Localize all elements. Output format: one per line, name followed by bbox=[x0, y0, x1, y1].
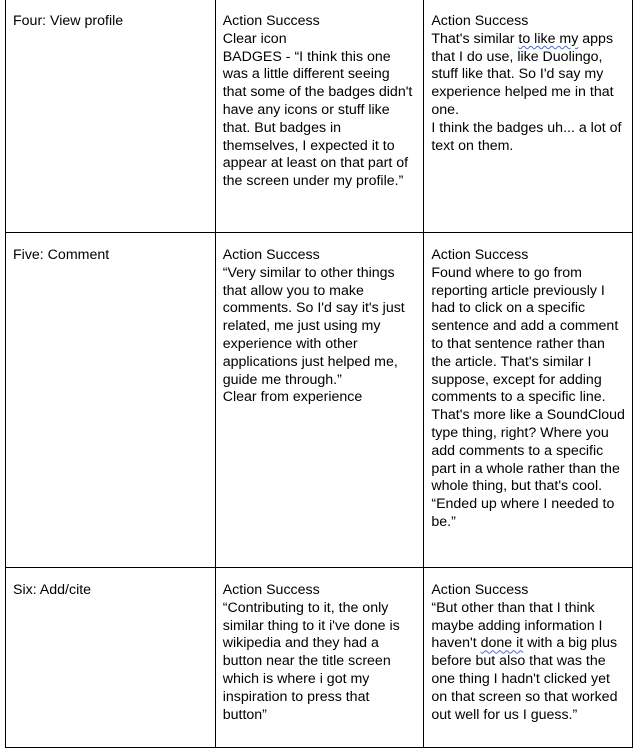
spellcheck-underlined-text[interactable]: to like my bbox=[518, 30, 579, 47]
findings-table bbox=[5, 0, 633, 748]
participant-notes-cell bbox=[215, 0, 424, 233]
status-text: Action Success bbox=[431, 247, 529, 263]
table-row bbox=[6, 0, 633, 233]
status-text: Action Success bbox=[431, 582, 529, 598]
status-text: Action Success bbox=[431, 13, 529, 29]
note-text: Found where to go from reporting article previously I had to click on a specific sentence and add a comment to that sentence rather than the article. That's similar I suppose, except for adding comments to a specific line. That's more like a SoundCloud type thing, right? Where you add comments to a specific part in a whole rather than the whole thing, but that's cool. “Ended up where I needed to be.” bbox=[431, 264, 629, 530]
participant-notes-cell bbox=[424, 233, 633, 568]
status-text: Action Success bbox=[222, 582, 320, 598]
spellcheck-underlined-text[interactable]: done it bbox=[480, 635, 524, 652]
note-text: Clear from experience bbox=[222, 389, 363, 406]
participant-notes-cell bbox=[215, 568, 424, 748]
task-cell bbox=[6, 568, 216, 748]
quote-text bbox=[431, 600, 625, 725]
note-text bbox=[431, 31, 625, 120]
task-label: Six: Add/cite bbox=[13, 582, 92, 598]
participant-notes-cell bbox=[424, 0, 633, 233]
participant-notes-cell bbox=[424, 568, 633, 748]
task-cell bbox=[6, 0, 216, 233]
table-row bbox=[6, 233, 633, 568]
status-text: Action Success bbox=[222, 247, 320, 263]
status-text: Action Success bbox=[222, 13, 320, 29]
task-label: Five: Comment bbox=[13, 247, 110, 263]
task-label: Four: View profile bbox=[13, 13, 124, 29]
note-fragment: “But other than that I think maybe adding information I haven't bbox=[431, 599, 607, 652]
note-fragment: with a big plus before but also that was the one thing I hadn't clicked yet on that screen so that worked out well for us I guess.” bbox=[431, 635, 622, 723]
quote-text: “Contributing to it, the only similar thing to it i've done is wikipedia and they had a button near the title screen which is where i got my inspiration to press that button” bbox=[222, 599, 404, 723]
table-row bbox=[6, 568, 633, 748]
quote-text: “Very similar to other things that allow you to make comments. So I'd say it's just related, me just using my experience with other applications just helped me, guide me through.” bbox=[222, 264, 409, 388]
note-text: Clear icon bbox=[222, 30, 287, 47]
note-fragment: apps that I do use, like Duolingo, stuff like that. So I'd say my experience helped me in that one. bbox=[431, 30, 618, 118]
quote-text: BADGES - “I think this one was a little different seeing that some of the badges didn't have any icons or stuff like that. But badges in themselves, I expected it to appear at least on that part of the screen under my profile.” bbox=[222, 48, 417, 190]
participant-notes-cell bbox=[215, 233, 424, 568]
task-cell bbox=[6, 233, 216, 568]
note-fragment: That's similar bbox=[431, 30, 519, 47]
note-text: I think the badges uh... a lot of text on them. bbox=[431, 119, 626, 154]
